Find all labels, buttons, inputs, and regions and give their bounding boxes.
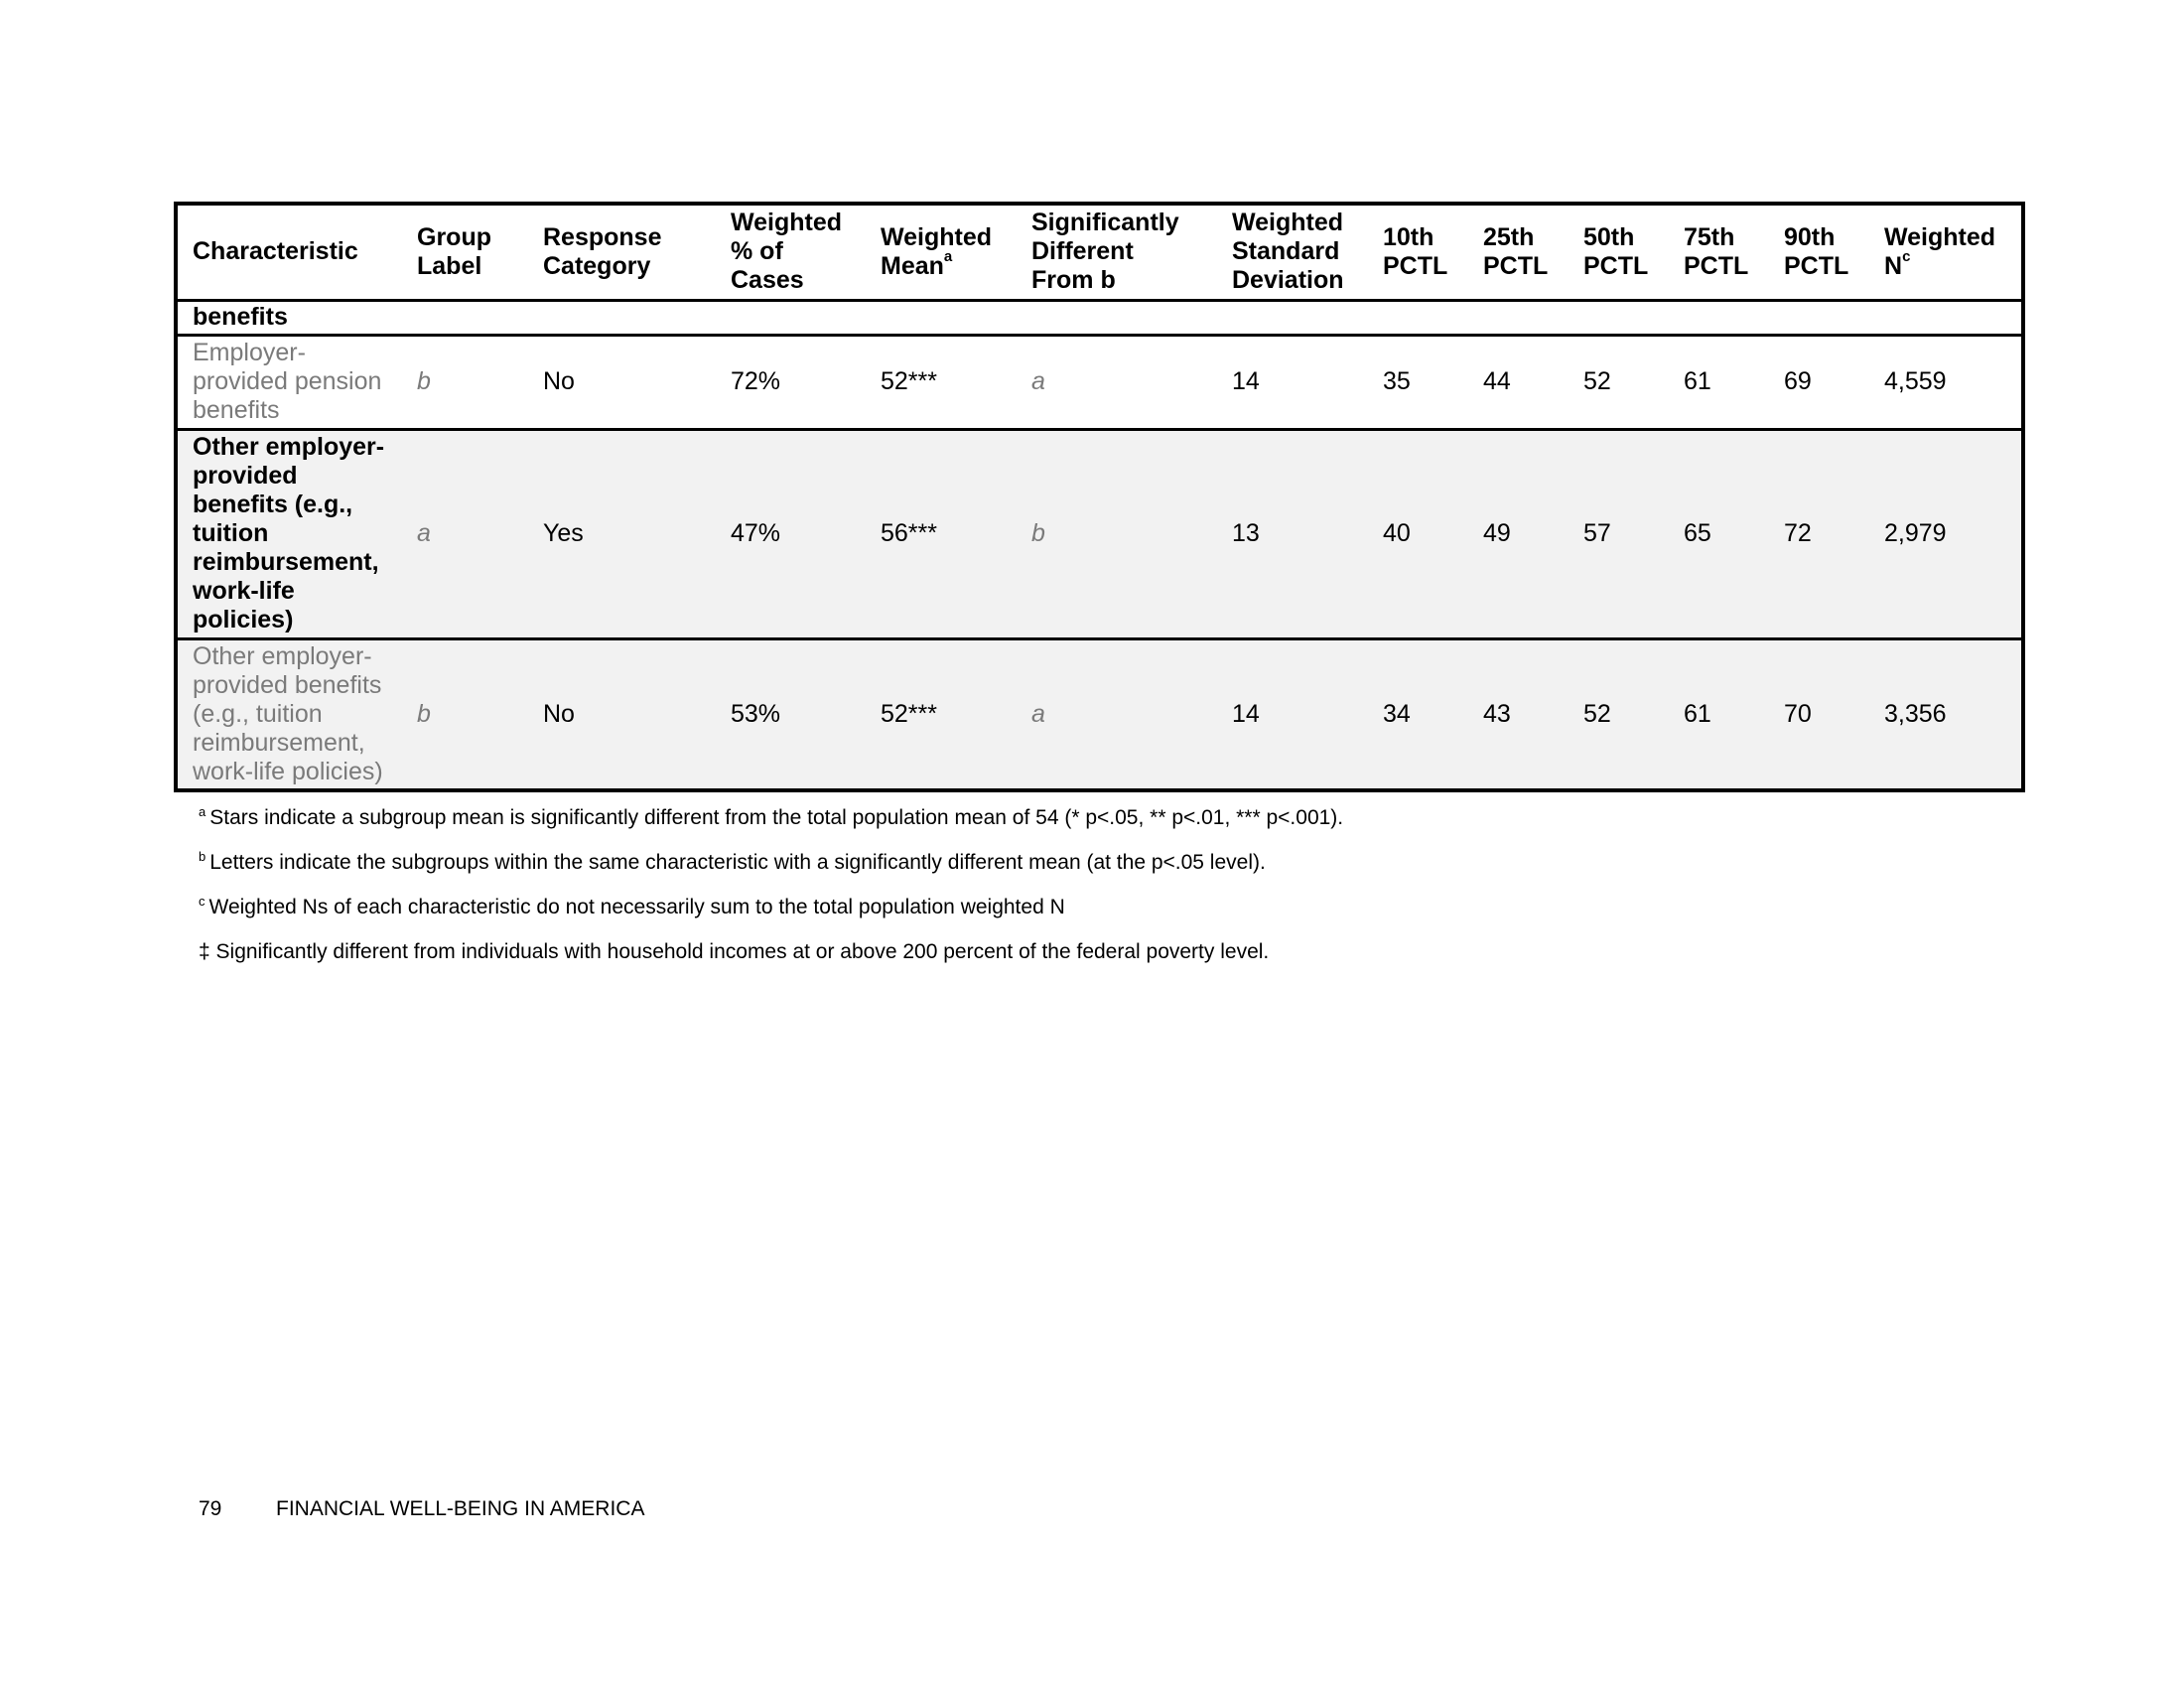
- cell-group-label: a: [402, 429, 528, 638]
- header-sig-diff: Significantly Different From b: [1017, 204, 1217, 300]
- cell-group-label: b: [402, 638, 528, 790]
- footnote-text: Significantly different from individuals with household incomes at or above 200 percent of the federal poverty level.: [215, 940, 1270, 963]
- header-p50: 50th PCTL: [1569, 204, 1669, 300]
- statistics-table: [174, 202, 2025, 792]
- header-response-category: Response Category: [528, 204, 716, 300]
- footnote-marker: c: [199, 894, 205, 909]
- header-group-label: Group Label: [402, 204, 528, 300]
- cell-p90: 70: [1769, 638, 1869, 790]
- footnote-text: Weighted Ns of each characteristic do not necessarily sum to the total population weighted N: [208, 896, 1065, 918]
- cell-weighted-n: 2,979: [1869, 429, 2023, 638]
- header-p25: 25th PCTL: [1468, 204, 1569, 300]
- cell-group-label: b: [402, 335, 528, 429]
- header-weighted-mean: [866, 204, 1017, 300]
- section-label: benefits: [176, 300, 2023, 335]
- cell-sd: 14: [1217, 335, 1368, 429]
- cell-p75: 65: [1669, 429, 1769, 638]
- header-p90: 90th PCTL: [1769, 204, 1869, 300]
- cell-weighted-pct: 47%: [716, 429, 866, 638]
- cell-response: Yes: [528, 429, 716, 638]
- footnote-marker: a: [199, 804, 206, 819]
- header-weighted-pct: Weighted % of Cases: [716, 204, 866, 300]
- cell-p90: 69: [1769, 335, 1869, 429]
- document-title: FINANCIAL WELL-BEING IN AMERICA: [276, 1497, 645, 1520]
- cell-response: No: [528, 638, 716, 790]
- footnote-c: [199, 894, 1985, 921]
- cell-p90: 72: [1769, 429, 1869, 638]
- page-number: 79: [199, 1497, 222, 1520]
- page-footer: [199, 1497, 644, 1521]
- cell-p75: 61: [1669, 638, 1769, 790]
- footnote-a: [199, 804, 1985, 832]
- footnote-marker: b: [199, 849, 206, 864]
- cell-p10: 40: [1368, 429, 1468, 638]
- cell-p50: 52: [1569, 335, 1669, 429]
- header-weighted-mean-label: Weighted Mean: [881, 222, 993, 280]
- cell-weighted-mean: 56***: [866, 429, 1017, 638]
- cell-characteristic: Employer-provided pension benefits: [176, 335, 402, 429]
- cell-p25: 44: [1468, 335, 1569, 429]
- footnote-text: Stars indicate a subgroup mean is significantly different from the total population mean of 54 (* p<.05, ** p<.01, *** p<.001).: [209, 806, 1344, 829]
- cell-weighted-n: 3,356: [1869, 638, 2023, 790]
- header-weighted-sd: Weighted Standard Deviation: [1217, 204, 1368, 300]
- cell-characteristic: Other employer-provided benefits (e.g., tuition reimbursement, work-life policies): [176, 638, 402, 790]
- cell-p75: 61: [1669, 335, 1769, 429]
- cell-sig-diff: b: [1017, 429, 1217, 638]
- header-p10: 10th PCTL: [1368, 204, 1468, 300]
- cell-p10: 34: [1368, 638, 1468, 790]
- header-weighted-n-label: Weighted N: [1884, 222, 1996, 280]
- cell-p25: 49: [1468, 429, 1569, 638]
- cell-weighted-pct: 72%: [716, 335, 866, 429]
- table-header-row: [176, 204, 2023, 300]
- table-row: [176, 429, 2023, 638]
- table-row: [176, 638, 2023, 790]
- cell-p10: 35: [1368, 335, 1468, 429]
- cell-p25: 43: [1468, 638, 1569, 790]
- cell-p50: 52: [1569, 638, 1669, 790]
- cell-weighted-n: 4,559: [1869, 335, 2023, 429]
- cell-sd: 14: [1217, 638, 1368, 790]
- footnote-b: [199, 849, 1985, 877]
- header-characteristic: Characteristic: [176, 204, 402, 300]
- cell-p50: 57: [1569, 429, 1669, 638]
- footnotes: [199, 804, 1985, 983]
- cell-weighted-pct: 53%: [716, 638, 866, 790]
- table-row: [176, 335, 2023, 429]
- footnote-marker: ‡: [199, 940, 210, 963]
- cell-sig-diff: a: [1017, 335, 1217, 429]
- cell-sig-diff: a: [1017, 638, 1217, 790]
- footnote-text: Letters indicate the subgroups within the same characteristic with a significantly different mean (at the p<.05 level).: [209, 851, 1266, 874]
- header-p75: 75th PCTL: [1669, 204, 1769, 300]
- cell-weighted-mean: 52***: [866, 335, 1017, 429]
- cell-weighted-mean: 52***: [866, 638, 1017, 790]
- cell-response: No: [528, 335, 716, 429]
- header-weighted-mean-footnote: a: [943, 248, 953, 266]
- header-weighted-n-footnote: c: [1902, 248, 1911, 266]
- cell-characteristic: Other employer-provided benefits (e.g., tuition reimbursement, work-life policies): [176, 429, 402, 638]
- section-row: [176, 300, 2023, 335]
- footnote-double-dagger: [199, 938, 1985, 966]
- cell-sd: 13: [1217, 429, 1368, 638]
- header-weighted-n: [1869, 204, 2023, 300]
